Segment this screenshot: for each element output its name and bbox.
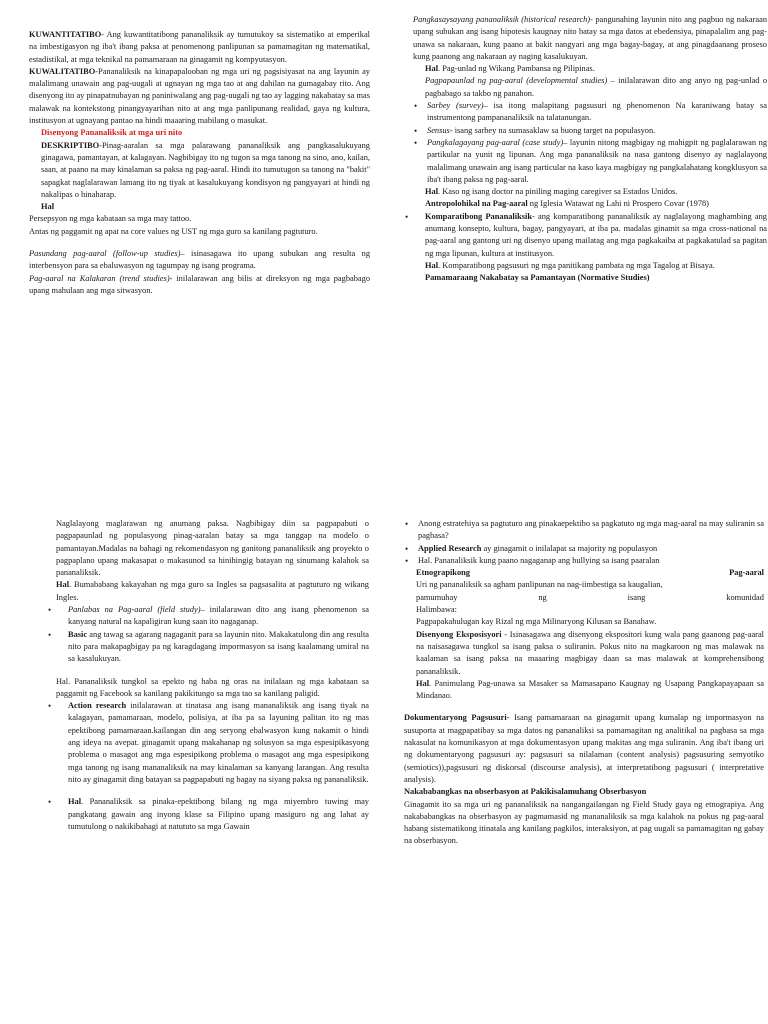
- bullet-case-study: [413, 137, 767, 186]
- paragraph-obserbasyon: Ginagamit ito sa mga uri ng pananaliksik na nangangailangan ng Field Study gaya ng etnograpiya. Ang nakababangkas na obserbasyon ay pagmamasid ng mananaliksik sa mga kalahok na pokus ng pag-aaral habang sistematikong itinatala ang kanilang pagkilos, interaksiyon, at pag uugali sa pamamagitan ng gabay na obserbasyon.: [404, 799, 764, 846]
- text-applied-research: ay ginagamit o inilalapat sa majority ng populasyon: [481, 543, 658, 553]
- text-halimbawa: Halimbawa:: [416, 605, 457, 615]
- hal-text-mindanao: . Panimulang Pag-unawa sa Masaker sa Mamasapano Kaugnay ng Usapang Pangkapayapaan sa Mindanao.: [416, 678, 764, 701]
- hal-label-filipino: Hal: [68, 797, 82, 807]
- paragraph-hal-facebook: Hal. Pananaliksik tungkol sa epekto ng haba ng oras na inilalaan ng mga kabataan sa paggamit ng Facebook sa kanilang pakikitungo sa mga tao sa kanilang paligid.: [56, 676, 369, 698]
- hal-line-2: Antas ng paggamit ng apat na core values ng UST ng mga guro sa kanilang pagtuturo.: [29, 226, 318, 236]
- term-basic: Basic: [68, 629, 88, 639]
- text-kalakaran: - inilalarawan ang bilis at direksyon ng mga pagbabago upang mahulaan ang mga sitwasyon.: [29, 273, 371, 295]
- term-action-research: Action research: [68, 701, 127, 711]
- term-sarbey: Sarbey (survey): [427, 101, 484, 111]
- text-antropolohikal: ng Iglesia Watawat ng Lahi ni Prospero Covar (1978): [527, 199, 709, 209]
- text-pasundang: – isinasagawa ito upang subukan ang resulta ng interbensyon para sa ebaluwasyon ng tagumpay ng isang programa.: [29, 249, 371, 271]
- quadrant-bottom-right: [404, 518, 764, 848]
- hal-label-mindanao: Hal: [416, 678, 430, 688]
- word-pamumuhay: pamumuhay: [416, 592, 458, 602]
- text-kuwantitatibo: - Ang kuwantitatibong pananaliksik ay tumutukoy sa sistematiko at emperikal na imbestigasyon ng iba't ibang paksa at penomenong panlipunan sa pamamagitan ng matematikal, estadistikal, at mga teknikal na pamamaraan na ginagamit ng kompyutasyon.: [29, 30, 370, 64]
- quadrant-top-left: [29, 29, 370, 297]
- heading-disenyo: Disenyong Pananaliksik at mga uri nito: [41, 128, 183, 138]
- hal-text-1: . Pag-unlad ng Wikang Pambansa ng Pilipinas.: [438, 64, 595, 74]
- term-sensus: Sensus: [427, 125, 450, 135]
- paragraph-hal-2: [413, 186, 767, 198]
- word-isang: isang: [627, 592, 646, 602]
- heading-etnograpiko: [404, 567, 764, 579]
- paragraph-hal-mindanao: [404, 678, 764, 703]
- term-kalakaran: Pag-aaral na Kalakaran (trend studies): [29, 273, 170, 283]
- text-eksposisyon: - Isinasagawa ang disenyong ekspositori kung wala pang gaanong pag-aaral na naisasagawa tungkol sa isang paksa o suliranin. Pokus nito na magkaroon ng mas malawak na kaalaman sa isang paksa na maaaring magbigay daan sa mas malawak at komprehensibong pananaliksik.: [416, 629, 765, 676]
- term-eksposisyon: Disenyong Eksposisyori: [416, 629, 502, 639]
- term-antropolohikal: Antropolohikal na Pag-aaral: [425, 199, 528, 209]
- paragraph-eksposisyon: [404, 629, 764, 678]
- heading-obserbasyon: Nakababangkas na obserbasyon at Pakikisalamuhang Obserbasyon: [404, 787, 647, 797]
- text-developmental: – inilalarawan dito ang anyo ng pag-unlad o pagbabago sa takbo ng panahon.: [425, 76, 768, 98]
- text-rizal: Pagpapakahulugan kay Rizal ng mga Milinaryong Kilusan sa Banahaw.: [416, 617, 657, 627]
- term-historical: Pangkasaysayang pananaliksik (historical research): [413, 15, 591, 24]
- hal-label-1: Hal: [425, 64, 439, 74]
- text-etnograpiko: Uri ng pananaliksik sa agham panlipunan na nag-iimbestiga sa kaugalian,: [416, 580, 663, 590]
- word-komunidad: komunidad: [726, 592, 764, 602]
- quadrant-bottom-left: [56, 518, 369, 833]
- term-case-study: Pangkalagayang pag-aaral (case study): [427, 137, 564, 147]
- term-pasundang: Pasundang pag-aaral (follow-up studies): [29, 249, 181, 259]
- text-deskriptibo: -Pinag-aaralan sa mga palarawang pananaliksik ang pangkasalukuyang ginagawa, pamantayan, at kalagayan. Nagbibigay ito ng tugon sa mga tanong na sino, ano, kailan, saan, at paano na may kinalaman sa paksa ng pag-aaral. Hindi ito tumutugon sa tanong na "bakit" sapagkat naglalarawan lamang ito ng tiyak at kasalukuyang kondisyon ng pangyayari at hindi ng nakalipas o hinaharap.: [41, 140, 370, 199]
- hal-line-1: Persepsyon ng mga kabataan sa mga may tattoo.: [29, 214, 192, 224]
- term-deskriptibo: DESKRIPTIBO: [41, 140, 100, 150]
- term-dokumentaryo: Dokumentaryong Pagsusuri: [404, 713, 507, 723]
- text-komparatibo: - ang komparatibong pananaliksik ay naglalayong maghambing ang anumang konsepto, kultura, bagay, pangyayari, at iba pa. madalas ginamit sa mga cross-national na pag-aaral ang gantong uri ng disenyo upang mailatag ang mga pagkakaiba at pagkakatulad sa pagitan ng mga lipunan, kultura at institusyon.: [425, 211, 767, 258]
- hal-label-2: Hal: [425, 187, 439, 197]
- text-basic: ang tawag sa agarang nagaganit para sa layunin nito. Makakatulong din ang resulta nito para makapagbigay pa ng karagdagang impormasyon sa isang kaalamang umiral na sa kasalukuyan.: [68, 629, 369, 664]
- hal-text-2: . Kaso ng isang doctor na piniling maging caregiver sa Estados Unidos.: [438, 187, 678, 197]
- bullet-action-research: [46, 700, 369, 786]
- term-kuwalitatibo: KUWALITATIBO: [29, 66, 96, 76]
- paragraph-historical: [413, 14, 767, 63]
- bullet-field-study: [46, 604, 369, 629]
- paragraph-kuwantitatibo: [29, 29, 370, 66]
- paragraph-hal-3: [413, 260, 767, 272]
- bullet-sarbey: [413, 100, 767, 125]
- text-action-research: inilalarawan at tinatasa ang isang mananaliksik ang isang tiyak na kalagayan, pamamaraan, modelo, polisiya, at iba pa sa layuning palitan ito ng mas epektibong pamamaraan.kailangan din ang seryong ebalwasyon kung nakamit o hindi ang ideya na avepat. ginagamit upang makahanap ng solusyon sa mga espesipikasyong problema o masagot ang mga espesipikong problema o masagot ang mga espesipikong mga tanong ng isang mananaliksik na may kinalaman sa kanyang larangan. Ang resulta nito ay ginagamit ding batayan sa pagpapabuti ng bagay na siyang paksa ng pananaliksik.: [68, 701, 370, 784]
- bullet-hal-filipino: [46, 796, 369, 833]
- bullet-komparatibo: [403, 211, 767, 260]
- bullet-basic: [46, 629, 369, 666]
- bullet-applied-research: [404, 543, 764, 555]
- bullet-sensus: [413, 125, 767, 137]
- paragraph-antropolohikal: [413, 198, 767, 210]
- paragraph-kuwalitatibo: [29, 66, 370, 127]
- hal-label: Hal: [41, 202, 55, 212]
- hal-label-guro: Hal: [56, 580, 70, 590]
- heading-normative: Pamamaraang Nakabatay sa Pamantayan (Normative Studies): [425, 273, 650, 283]
- term-field-study: Panlabas na Pag-aaral (field study): [68, 605, 201, 615]
- text-kuwalitatibo: -Pananaliksik na kinapapalooban ng mga uri ng pagsisiyasat na ang layunin ay malalimang unawain ang pag-uugali at ugnayan ng mga tao at ang dahilan na gumagabay rito. Ang disenyong ito ay pinapatnubayan ng paniniwalang ang pag-uugali ng tao ay lagging nakabatay sa mas malawak na kontekstong pinangyayarihan nito at ang mga panlipunang realidad, gaya ng kultura, institusyon at ugnayang pantao na hindi maaaring mabilang o masukat.: [29, 66, 370, 126]
- term-kuwantitatibo: KUWANTITATIBO: [29, 30, 102, 39]
- text-dokumentaryo: - Isang pamamaraan na ginagamit upang kumalap ng impormasyon na susuporta at magpapatibay sa mga datos ng pananaliksi sa pamamagitan ng analitikal na pagbasa sa mga nakasulat na komunikasyon at mga dokumentasyon upang makitas ang mga suliranin. Ang iba't ibang uri ng dokumentaryong pagsusuri ay: pagsusuri sa nilalaman (content analysis) pagsusuring semyotiko (semiotics)),pagsusuri ng diskorsal (discourse analysis), at interpretatibong pagsusuri ( interpretative analysis).: [404, 713, 765, 784]
- word-ng: ng: [538, 592, 547, 602]
- text-case-study: – layunin nitong magbigay ng mahigpit ng paglalarawan ng partikular na yunit ng lipunan. Ang mga pananaliksik na nasa gantong disenyo ay naglalayong malalimang unawain ang isang particular na kaso kaya magbigay ng pangkalahatang kongklusyon sa iba't ibang paksa ng pag-aaral.: [427, 137, 768, 184]
- term-pag-aaral: Pag-aaral: [729, 568, 764, 578]
- quadrant-top-right: [413, 14, 767, 285]
- hal-label-3: Hal: [425, 260, 439, 270]
- paragraph-hal-1: [413, 63, 767, 75]
- term-komparatibo: Komparatibong Pananaliksik: [425, 211, 532, 221]
- hal-text-3: . Komparatibong pagsusuri ng mga panitikang pambata ng mga Tagalog at Bisaya.: [438, 260, 715, 270]
- bullet-hal-bullying: • Hal. Pananaliksik kung paano nagaganap ang bullying sa isang paaralan: [404, 555, 764, 567]
- paragraph-deskriptibo: [29, 140, 370, 201]
- paragraph-normative-intro: Naglalayong maglarawan ng anumang paksa. Nagbibigay diin sa pagpapabuti o pagpapaunlad ng populasyong pinag-aaralan batay sa mga tanggap na modelo o pamantayan.Madalas na bahagi ng rekomendasyon ng ganitong pananaliksik ang proyekto o pagpaplano upang makasapat o makasunod sa hinihingig batayan ng sinumang kalahok sa pananaliksik.: [56, 519, 369, 578]
- text-field-study: – inilalarawan dito ang isang phenomenon sa kanyang natural na kapaligiran kung saan ito nagaganap.: [68, 605, 369, 627]
- paragraph-kalakaran: [29, 273, 370, 298]
- line-pamumuhay: [404, 592, 764, 604]
- hal-text-guro: . Bumababang kakayahan ng mga guro sa Ingles sa pagsasalita at pagtuturo ng wikang Ingles.: [56, 580, 369, 602]
- bullet-question: • Anong estratehiya sa pagtuturo ang pinakaepektibo sa pagkatuto ng mga mag-aaral na may suliranin sa pagbasa?: [404, 518, 764, 543]
- hal-text-filipino: . Pananaliksik sa pinaka-epektibong bilang ng mga miyembro tuwing may pangkatang gawain ang inyong klase sa Filipino upang masiguro ng ang lahat ay tumutulong o nakikibahagi at natututo sa mga Gawain: [68, 797, 369, 831]
- text-historical: - pangunahing layunin nito ang pagbuo ng nakaraan upang subukan ang isang hipotesis kaugnay nito batay sa mga datos at ebedensiya, pinapalalim ang pag-unawa sa nakaraan, kung paano at bakit nangyari ang mga bagay-bagay, at ang pinagdaanang proseso kung paanong ang nakaraan ay naging kasalukuyan.: [413, 15, 768, 61]
- paragraph-pasundang: [29, 248, 370, 273]
- term-applied-research: Applied Research: [418, 543, 482, 553]
- paragraph-developmental: [413, 75, 767, 100]
- term-etnograpiko: Etnograpikong: [416, 568, 470, 578]
- paragraph-hal-guro: [56, 579, 369, 604]
- paragraph-dokumentaryo: [404, 712, 764, 786]
- term-developmental: Pagpapaunlad ng pag-aaral (developmental studies): [425, 76, 608, 86]
- text-sarbey: – isa itong malapitang pagsusuri ng phenomenon Na karaniwang batay sa instrumentong pampananaliksik na talatanungan.: [427, 101, 767, 123]
- text-sensus: - isang sarbey na sumasaklaw sa buong target na populasyon.: [449, 125, 656, 135]
